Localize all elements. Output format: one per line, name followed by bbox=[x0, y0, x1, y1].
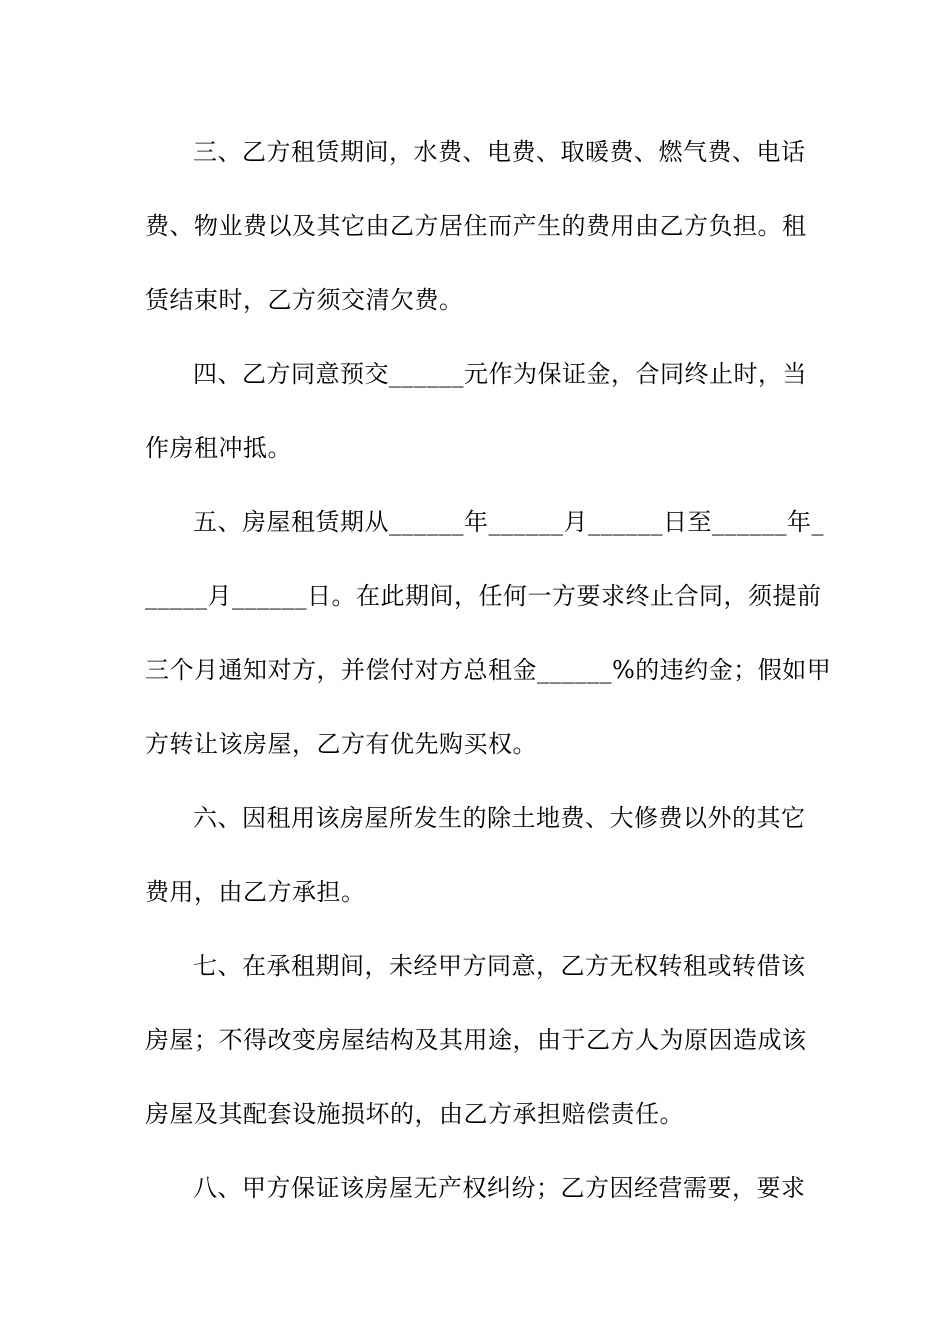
clause-6-line-1: 六、因租用该房屋所发生的除土地费、大修费以外的其它 bbox=[193, 804, 806, 832]
clause-5-line-3: 三个月通知对方，并偿付对方总租金______%的违约金；假如甲 bbox=[145, 656, 832, 684]
clause-3-line-2: 费、物业费以及其它由乙方居住而产生的费用由乙方负担。租 bbox=[145, 212, 807, 240]
clause-6-line-2: 费用，由乙方承担。 bbox=[145, 878, 366, 906]
clause-5-line-1: 五、房屋租赁期从______年______月______日至______年_ bbox=[193, 508, 824, 536]
clause-7-line-2: 房屋；不得改变房屋结构及其用途，由于乙方人为原因造成该 bbox=[145, 1026, 807, 1054]
clause-3-line-1: 三、乙方租赁期间，水费、电费、取暖费、燃气费、电话 bbox=[193, 138, 806, 166]
clause-4-line-1: 四、乙方同意预交______元作为保证金，合同终止时，当 bbox=[193, 360, 807, 388]
clause-7-line-1: 七、在承租期间，未经甲方同意，乙方无权转租或转借该 bbox=[193, 952, 806, 980]
clause-5-line-4: 方转让该房屋，乙方有优先购买权。 bbox=[145, 730, 537, 758]
clause-4-line-2: 作房租冲抵。 bbox=[145, 434, 292, 462]
clause-7-line-3: 房屋及其配套设施损坏的，由乙方承担赔偿责任。 bbox=[145, 1100, 684, 1128]
clause-3-line-3: 赁结束时，乙方须交清欠费。 bbox=[145, 286, 464, 314]
clause-5-line-2: _____月______日。在此期间，任何一方要求终止合同，须提前 bbox=[145, 582, 822, 610]
clause-8-line-1: 八、甲方保证该房屋无产权纠纷；乙方因经营需要，要求 bbox=[193, 1174, 806, 1202]
